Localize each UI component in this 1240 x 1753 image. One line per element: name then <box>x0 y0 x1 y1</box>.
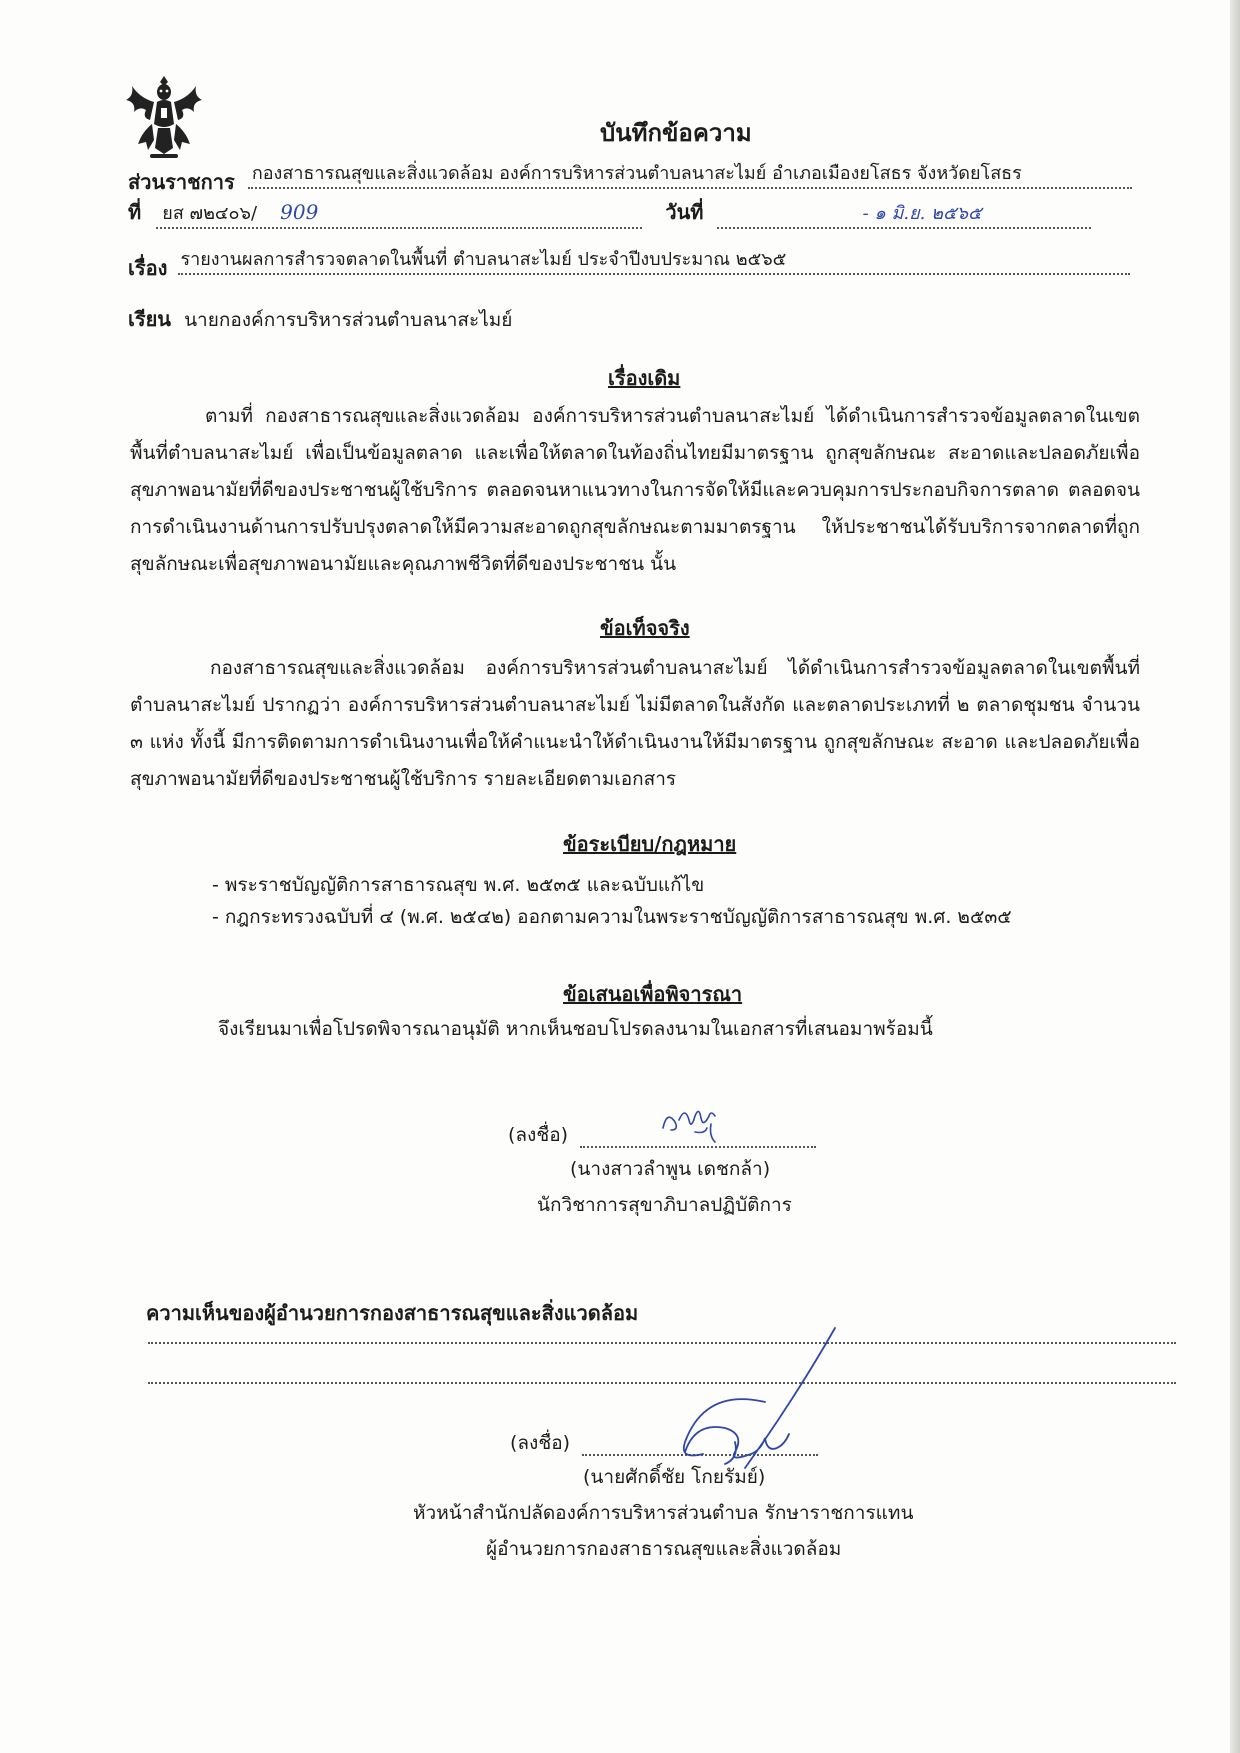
signature2-position-line2: ผู้อำนวยการกองสาธารณสุขและสิ่งแวดล้อม <box>486 1538 842 1560</box>
opinion-heading: ความเห็นของผู้อำนวยการกองสาธารณสุขและสิ่งแวดล้อม <box>146 1301 639 1325</box>
scan-edge <box>1230 0 1240 1753</box>
agency-label: ส่วนราชการ <box>128 170 235 194</box>
date-label: วันที่ <box>665 200 704 224</box>
regulation-item: - พระราชบัญญัติการสาธารณสุข พ.ศ. ๒๕๓๕ และฉบับแก้ไข <box>212 874 705 896</box>
proposal-text: จึงเรียนมาเพื่อโปรดพิจารณาอนุมัติ หากเห็นชอบโปรดลงนามในเอกสารที่เสนอมาพร้อมนี้ <box>218 1018 933 1040</box>
to-label: เรียน <box>128 307 171 331</box>
agency-value: กองสาธารณสุขและสิ่งแวดล้อม องค์การบริหารส่วนตำบลนาสะไมย์ อำเภอเมืองยโสธร จังหวัดยโสธร <box>248 158 1132 189</box>
signature2-position-line1: หัวหน้าสำนักปลัดองค์การบริหารส่วนตำบล รักษาราชการแทน <box>413 1502 914 1524</box>
signature2-name: (นายศักดิ์ชัย โกยรัมย์) <box>583 1466 766 1488</box>
facts-heading: ข้อเท็จจริง <box>600 616 690 640</box>
ref-value: ยส ๗๒๔๐๖/ <box>162 203 258 224</box>
ref-handwritten: 909 <box>280 200 319 224</box>
regulation-heading: ข้อระเบียบ/กฎหมาย <box>563 832 737 856</box>
agency-line <box>128 158 1142 198</box>
ref-label: ที่ <box>128 200 142 224</box>
signature2-label: (ลงชื่อ) <box>510 1432 571 1454</box>
memo-title: บันทึกข้อความ <box>600 119 752 147</box>
subject-line <box>128 244 1142 284</box>
signature1-name: (นางสาวลำพูน เดชกล้า) <box>570 1158 771 1180</box>
ref-value-field <box>156 198 642 229</box>
garuda-emblem-icon <box>120 72 208 164</box>
date-value-field <box>717 198 1091 229</box>
proposal-heading: ข้อเสนอเพื่อพิจารณา <box>563 982 743 1006</box>
signature1-label: (ลงชื่อ) <box>508 1124 569 1146</box>
background-heading: เรื่องเดิม <box>608 366 681 390</box>
background-paragraph: ตามที่ กองสาธารณสุขและสิ่งแวดล้อม องค์การบริหารส่วนตำบลนาสะไมย์ ได้ดำเนินการสำรวจข้อมูลตลาดในเขตพื้นที่ตำบลนาสะไมย์ เพื่อเป็นข้อมูลตลาด และเพื่อให้ตลาดในท้องถิ่นไทยมีมาตรฐาน ถูกสุขลักษณะ สะอาดและปลอดภัยเพื่อสุขภาพอนามัยที่ดีของประชาชนผู้ใช้บริการ ตลอดจนหาแนวทางในการจัดให้มีและควบคุมการประกอบกิจการตลาด ตลอดจนการดำเนินงานด้านการปรับปรุงตลาดให้มีความสะอาดถูกสุขลักษณะตามมาตรฐาน ให้ประชาชนได้รับบริการจากตลาดที่ถูกสุขลักษณะเพื่อสุขภาพอนามัยและคุณภาพชีวิตที่ดีของประชาชน นั้น <box>130 405 1140 575</box>
facts-paragraph: กองสาธารณสุขและสิ่งแวดล้อม องค์การบริหารส่วนตำบลนาสะไมย์ ได้ดำเนินการสำรวจข้อมูลตลาดในเขตพื้นที่ตำบลนาสะไมย์ ปรากฏว่า องค์การบริหารส่วนตำบลนาสะไมย์ ไม่มีตลาดในสังกัด และตลาดประเภทที่ ๒ ตลาดชุมชน จำนวน ๓ แห่ง ทั้งนี้ มีการติดตามการดำเนินงานเพื่อให้คำแนะนำให้ดำเนินงานให้มีมาตรฐาน ถูกสุขลักษณะ สะอาด และปลอดภัยเพื่อสุขภาพอนามัยที่ดีของประชาชนผู้ใช้บริการ รายละเอียดตามเอกสาร <box>130 657 1140 790</box>
subject-label: เรื่อง <box>128 256 168 280</box>
subject-value: รายงานผลการสำรวจตลาดในพื้นที่ ตำบลนาสะไมย์ ประจำปีงบประมาณ ๒๕๖๕ <box>178 244 1130 275</box>
handwritten-signature-2 <box>585 1320 845 1480</box>
signature1-position: นักวิชาการสุขาภิบาลปฏิบัติการ <box>537 1194 792 1216</box>
to-value: นายกองค์การบริหารส่วนตำบลนาสะไมย์ <box>184 309 513 331</box>
date-value: - ๑ มิ.ย. ๒๕๖๕ <box>862 203 982 224</box>
reference-line <box>128 196 1142 229</box>
handwritten-signature-1 <box>655 1098 745 1148</box>
addressee-line <box>128 303 512 335</box>
regulation-item: - กฎกระทรวงฉบับที่ ๔ (พ.ศ. ๒๕๔๒) ออกตามความในพระราชบัญญัติการสาธารณสุข พ.ศ. ๒๕๓๕ <box>212 906 1012 928</box>
